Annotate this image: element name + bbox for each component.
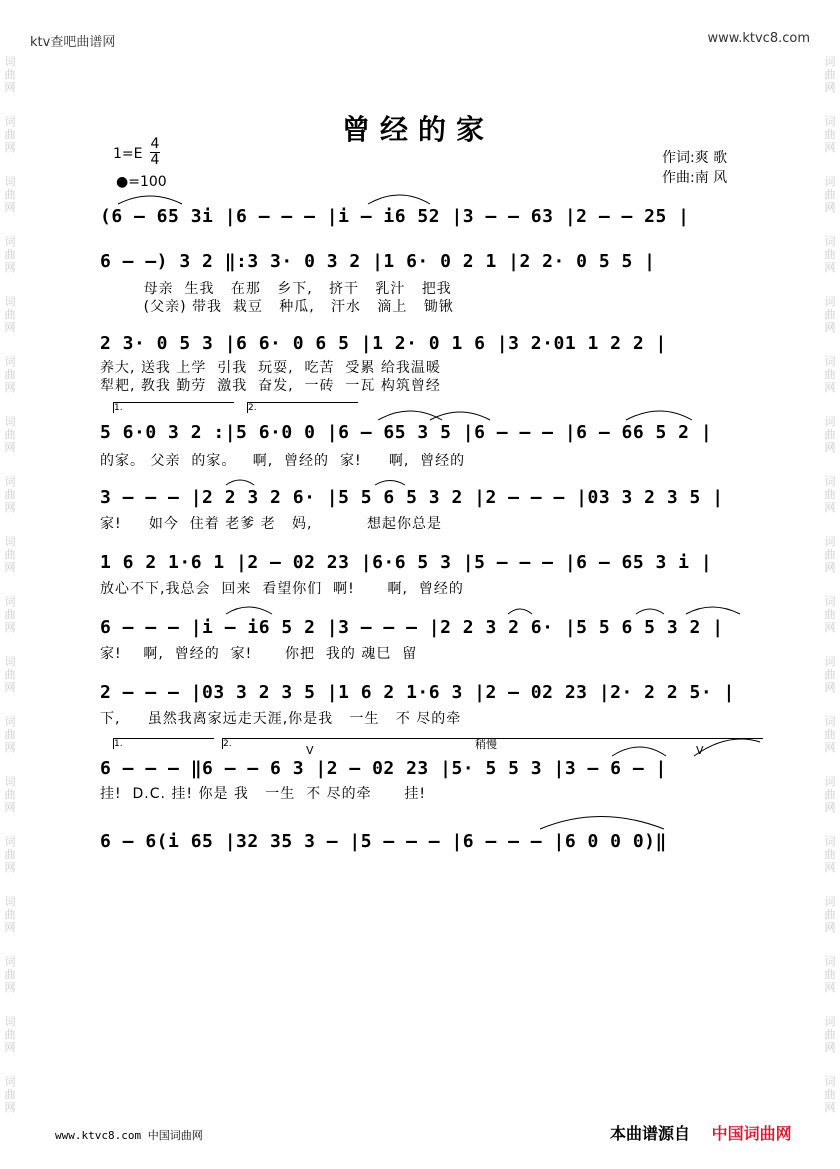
watermark-text: 词 曲 网 — [824, 895, 836, 934]
slur — [508, 609, 532, 614]
score-row-7-notes: 6 – – – |i – i6 5 2 |3 – – – |2 2 3 2 6· |5 5 6 5 3 2 | — [100, 617, 724, 638]
watermark-text: 词 曲 网 — [824, 355, 836, 394]
footer-source-brand: 中国词曲网 — [711, 1124, 792, 1143]
volta-ending-2: 2. — [222, 738, 763, 749]
score-row-1-notes: (6 – 65 3i |6 – – – |i – i6 52 |3 – – 63 |2 – – 25 | — [100, 206, 690, 227]
watermark-text: 词 曲 网 — [4, 475, 16, 514]
slur — [626, 411, 692, 420]
watermark-text: 词 曲 网 — [824, 715, 836, 754]
slower-marking: 稍慢 — [475, 738, 497, 751]
slur — [118, 196, 182, 204]
composer: 作曲:南 风 — [662, 170, 728, 186]
score-row-6-notes: 1 6 2 1·6 1 |2 – 02 23 |6·6 5 3 |5 – – – |6 – 65 3 i | — [100, 552, 713, 573]
slur — [686, 607, 740, 614]
score-row-9-notes: 6 – – – ‖6 – – 6 3 |2 – 02 23 |5· 5 5 3 |3 – 6 – | — [100, 758, 667, 779]
slur — [540, 817, 664, 830]
slur — [612, 747, 666, 756]
watermark-text: 词 曲 网 — [824, 475, 836, 514]
watermark-text: 词 曲 网 — [824, 655, 836, 694]
score-row-3-notes: 2 3· 0 5 3 |6 6· 0 6 5 |1 2· 0 1 6 |3 2·01 1 2 2 | — [100, 333, 667, 354]
slur — [226, 607, 272, 614]
watermark-text: 词 曲 网 — [4, 415, 16, 454]
watermark-text: 词 曲 网 — [4, 595, 16, 634]
site-url-header: www.ktvc8.com — [707, 31, 810, 46]
watermark-text: 词 曲 网 — [824, 235, 836, 274]
watermark-text: 词 曲 网 — [4, 355, 16, 394]
score-row-7-lyrics: 家! 啊, 曾经的 家! 你把 我的 魂巳 留 — [100, 646, 418, 662]
watermark-text: 词 曲 网 — [824, 955, 836, 994]
watermark-text: 词 曲 网 — [824, 55, 836, 94]
score-row-2-lyrics-1: 母亲 生我 在那 乡下, 挤干 乳汁 把我 — [100, 281, 452, 297]
watermark-text: 词 曲 网 — [824, 535, 836, 574]
tempo-value: =100 — [128, 174, 167, 190]
watermark-text: 词 曲 网 — [4, 175, 16, 214]
footer-site: www.ktvc8.com 中国词曲网 — [55, 1129, 203, 1142]
slur — [375, 481, 405, 486]
score-row-3-lyrics-1: 养大, 送我 上学 引我 玩耍, 吃苦 受累 给我温暖 — [100, 360, 441, 376]
note-icon: ● — [116, 174, 129, 190]
slur — [226, 480, 254, 485]
slur — [636, 609, 664, 614]
score-row-5-notes: 3 – – – |2 2 3 2 6· |5 5 6 5 3 2 |2 – – – |03 3 2 3 5 | — [100, 487, 724, 508]
watermark-text: 词 曲 网 — [4, 1015, 16, 1054]
score-row-2-lyrics-2: (父亲) 带我 栽豆 种瓜, 汗水 滴上 锄锹 — [100, 299, 454, 315]
watermark-text: 词 曲 网 — [824, 835, 836, 874]
watermark-text: 词 曲 网 — [824, 115, 836, 154]
score-row-5-lyrics: 家! 如今 住着 老爹 老 妈, 想起你总是 — [100, 516, 442, 532]
breath-mark-1: V — [306, 744, 314, 757]
song-title: 曾经的家 — [342, 113, 495, 146]
score-row-2-notes: 6 – –) 3 2 ‖:3 3· 0 3 2 |1 6· 0 2 1 |2 2· 0 5 5 | — [100, 251, 656, 272]
score-row-9-lyrics: 挂! D.C. 挂! 你是 我 一生 不 尽的牵 挂! — [100, 786, 426, 802]
volta-1: 1. — [113, 402, 234, 413]
watermark-text: 词 曲 网 — [4, 1075, 16, 1114]
time-signature-bottom: 4 — [150, 152, 160, 168]
watermark-text: 词 曲 网 — [824, 595, 836, 634]
score-row-3-lyrics-2: 犁耙, 教我 勤劳 激我 奋发, 一砖 一瓦 构筑曾经 — [100, 378, 441, 394]
watermark-text: 词 曲 网 — [4, 55, 16, 94]
watermark-text: 词 曲 网 — [824, 775, 836, 814]
score-row-8-notes: 2 – – – |03 3 2 3 5 |1 6 2 1·6 3 |2 – 02 23 |2· 2 2 5· | — [100, 682, 735, 703]
watermark-text: 词 曲 网 — [4, 295, 16, 334]
lyricist: 作词:爽 歌 — [662, 150, 728, 166]
watermark-text: 词 曲 网 — [4, 835, 16, 874]
watermark-text: 词 曲 网 — [4, 655, 16, 694]
score-row-6-lyrics: 放心不下,我总会 回来 看望你们 啊! 啊, 曾经的 — [100, 581, 464, 597]
footer-source-text: 本曲谱源自 — [610, 1124, 691, 1143]
watermark-text: 词 曲 网 — [824, 295, 836, 334]
volta-ending-1: 1. — [113, 738, 214, 749]
score-row-8-lyrics: 下, 虽然我离家远走天涯,你是我 一生 不 尽的牵 — [100, 711, 462, 727]
slur — [694, 739, 760, 756]
watermark-text: 词 曲 网 — [824, 1075, 836, 1114]
breath-mark-2: V — [696, 744, 704, 757]
slur — [368, 195, 430, 204]
site-name-header: ktv查吧曲谱网 — [30, 35, 116, 50]
watermark-text: 词 曲 网 — [4, 535, 16, 574]
watermark-text: 词 曲 网 — [4, 955, 16, 994]
volta-2: 2. — [247, 402, 358, 413]
time-signature-top: 4 — [150, 136, 160, 152]
watermark-text: 词 曲 网 — [824, 175, 836, 214]
watermark-text: 词 曲 网 — [4, 115, 16, 154]
watermark-text: 词 曲 网 — [824, 415, 836, 454]
watermark-text: 词 曲 网 — [4, 895, 16, 934]
footer-source — [610, 1121, 792, 1144]
watermark-text: 词 曲 网 — [4, 775, 16, 814]
score-row-10-notes: 6 – 6(i 65 |32 35 3 – |5 – – – |6 – – – |6 0 0 0)‖ — [100, 831, 667, 852]
score-row-4-lyrics: 的家。 父亲 的家。 啊, 曾经的 家! 啊, 曾经的 — [100, 453, 466, 469]
watermark-text: 词 曲 网 — [4, 235, 16, 274]
score-row-4-notes: 5 6·0 3 2 :|5 6·0 0 |6 – 65 3 5 |6 – – – |6 – 66 5 2 | — [100, 422, 713, 443]
watermark-text: 词 曲 网 — [4, 715, 16, 754]
key-signature: 1=E — [113, 146, 143, 162]
watermark-text: 词 曲 网 — [824, 1015, 836, 1054]
